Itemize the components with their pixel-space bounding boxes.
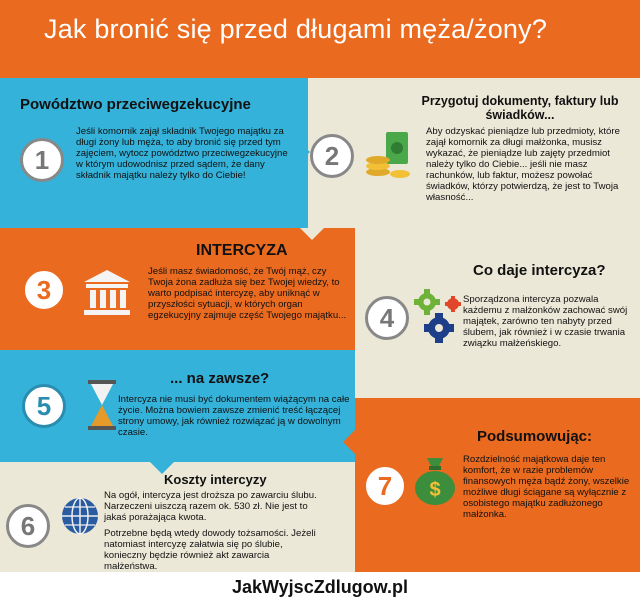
section-7-body: Rozdzielność majątkowa daje ten komfort, że w razie problemów finansowych męża bądź żony, wszelkie możliwe długi ściągane są wyłącznie z osobistego majątku zadłużonego małżonka. bbox=[463, 454, 630, 520]
section-3-title: INTERCYZA bbox=[196, 242, 288, 259]
section-6-body-2: Potrzebne będą wtedy dowody tożsamości. Jeżeli natomiast intercyzę załatwia się po ślubie, konieczny będzie również akt zawarcia małżeństwa. bbox=[104, 528, 316, 572]
section-7-panel bbox=[355, 398, 640, 572]
section-2-panel bbox=[308, 78, 640, 228]
section-4-body: Sporządzona intercyza pozwala każdemu z małżonków zachować swój majątek, zarówno ten nabyty przed ślubem, jak również i w czasie trwania związku małżeńskiego. bbox=[463, 294, 628, 349]
section-6-arrow bbox=[150, 462, 174, 474]
section-3-panel bbox=[0, 228, 355, 350]
section-7-arrow bbox=[343, 430, 355, 454]
page-title: Jak bronić się przed długami męża/żony? bbox=[44, 14, 548, 44]
section-5-title: ... na zawsze? bbox=[170, 370, 270, 387]
money-bag-icon bbox=[413, 456, 457, 506]
section-3-number: 3 bbox=[22, 268, 66, 312]
section-2-title: Przygotuj dokumenty, faktury lub świadków... bbox=[421, 94, 619, 122]
globe-icon bbox=[60, 496, 100, 536]
bank-building-icon bbox=[82, 268, 132, 316]
section-4-number: 4 bbox=[365, 296, 409, 340]
section-2-number: 2 bbox=[310, 134, 354, 178]
gears-icon bbox=[413, 288, 463, 344]
section-4-panel bbox=[355, 228, 640, 398]
section-5-panel bbox=[0, 350, 355, 462]
section-7-title: Podsumowując: bbox=[477, 428, 593, 445]
coins-money-icon bbox=[364, 132, 420, 180]
section-6-title: Koszty intercyzy bbox=[164, 472, 267, 487]
section-5-number: 5 bbox=[22, 384, 66, 428]
section-3-arrow bbox=[300, 228, 324, 240]
footer-site-link[interactable]: JakWyjscZdlugow.pl bbox=[231, 577, 409, 597]
header-banner bbox=[0, 0, 640, 78]
section-2-arrow bbox=[298, 140, 310, 164]
section-1-panel bbox=[0, 78, 308, 228]
section-2-body: Aby odzyskać pieniądze lub przedmioty, które zajął komornik za długi małżonka, musisz wykazać, że pieniądze lub zajęty przedmiot należy tylko do Ciebie... jeśli nie masz rachunków, lub faktur, możesz powołać świadków, którzy potwierdzą, że jest to Twoja własność... bbox=[426, 126, 620, 203]
hourglass-icon bbox=[88, 380, 116, 430]
svg-text:$: $ bbox=[429, 479, 441, 501]
section-1-number: 1 bbox=[20, 138, 64, 182]
section-6-number: 6 bbox=[6, 504, 50, 548]
section-1-title: Powództwo przeciwegzekucyjne bbox=[20, 96, 251, 113]
section-7-number: 7 bbox=[363, 464, 407, 508]
section-5-body: Intercyza nie musi być dokumentem wiążącym na całe życie. Można bowiem zawsze zmienić treść łączącej strony umowy, jak również rozwiązać ją w dowolnym czasie. bbox=[118, 394, 350, 438]
section-1-body: Jeśli komornik zajął składnik Twojego majątku za długi żony lub męża, to aby bronić się przed tym zajęciem, wytocz powództwo przeciwegzekucyjne w którym udowodnisz przed sądem, że dany składnik majątku należy tylko do Ciebie! bbox=[76, 126, 288, 181]
section-4-title: Co daje intercyza? bbox=[473, 262, 606, 279]
section-6-panel bbox=[0, 462, 355, 572]
section-6-body: Na ogół, intercyza jest droższa po zawarciu ślubu. Narzeczeni uiszczą razem ok. 530 zł. Nie jest to jakaś porażająca kwota. bbox=[104, 490, 317, 523]
section-3-body: Jeśli masz świadomość, że Twój mąż, czy Twoja żona zadłuża się bez Twojej wiedzy, to warto podpisać intercyzę, aby uniknąć w przyszłości sytuacji, w których organ egzekucyjny zajmuje część Twojego majątku... bbox=[148, 266, 347, 321]
